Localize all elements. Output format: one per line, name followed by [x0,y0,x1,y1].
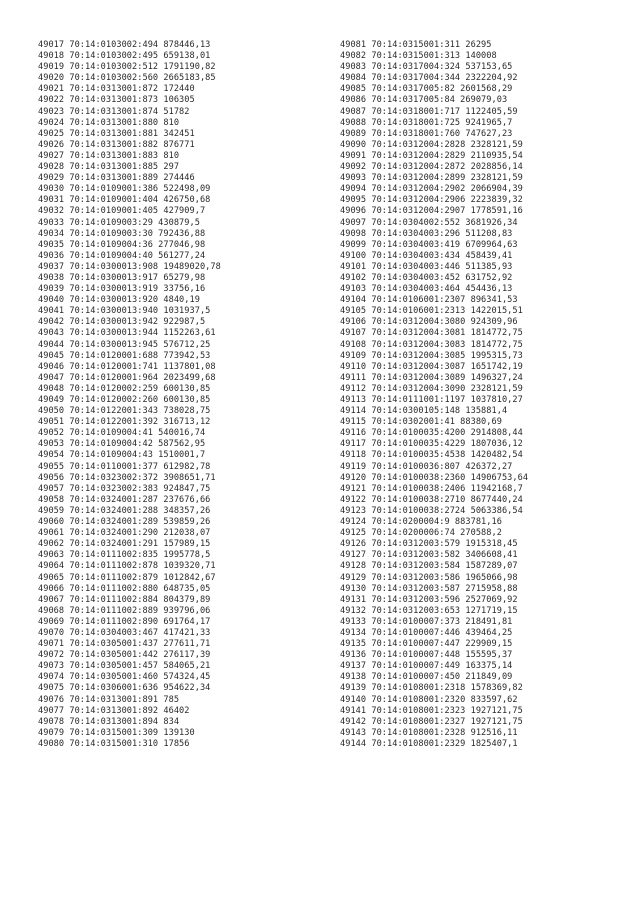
record-line: 49087 70:14:0318001:717 1122405,59 [340,106,518,117]
record-line: 49033 70:14:0109003:29 430879,5 [38,217,200,228]
record-line: 49069 70:14:0111002:890 691764,17 [38,616,211,627]
record-line: 49062 70:14:0324001:291 157989,15 [38,539,211,550]
record-line: 49057 70:14:0323002:383 924847,75 [38,483,211,494]
record-line: 49049 70:14:0120002:260 600130,85 [38,395,211,405]
record-line: 49105 70:14:0106001:2313 1422015,51 [340,306,523,317]
record-line: 49070 70:14:0304003:467 417421,33 [38,627,211,638]
record-line: 49125 70:14:0200006:74 270588,2 [340,528,502,539]
record-line: 49114 70:14:0300105:148 135881,4 [340,406,508,417]
record-line: 49074 70:14:0305001:460 574324,45 [38,672,211,683]
record-line: 49091 70:14:0312004:2829 2110935,54 [340,150,523,161]
record-line: 49079 70:14:0315001:309 139130 [38,727,195,738]
record-line: 49043 70:14:0300013:944 1152263,61 [38,328,216,339]
record-line: 49098 70:14:0304003:296 511208,83 [340,228,513,239]
record-line: 49051 70:14:0122001:392 316713,12 [38,417,211,428]
record-line: 49021 70:14:0313001:872 172440 [38,84,195,95]
record-line: 49107 70:14:0312004:3081 1814772,75 [340,328,523,339]
record-line: 49072 70:14:0305001:442 276117,39 [38,650,211,661]
record-line: 49027 70:14:0313001:883 810 [38,150,180,161]
record-line: 49093 70:14:0312004:2899 2328121,59 [340,173,523,184]
record-line: 49143 70:14:0108001:2328 912516,11 [340,727,518,738]
record-line: 49103 70:14:0304003:464 454436,13 [340,284,513,295]
record-line: 49138 70:14:0100007:450 211849,09 [340,672,513,683]
record-line: 49058 70:14:0324001:287 237676,66 [38,494,211,505]
record-line: 49026 70:14:0313001:882 876771 [38,139,195,150]
record-line: 49117 70:14:0100035:4229 1807036,12 [340,439,523,450]
record-line: 49032 70:14:0109001:405 427909,7 [38,206,206,217]
record-line: 49140 70:14:0108001:2320 833597,62 [340,694,518,705]
record-line: 49023 70:14:0313001:874 51782 [38,106,190,117]
record-line: 49061 70:14:0324001:290 212038,07 [38,528,211,539]
record-line: 49137 70:14:0100007:449 163375,14 [340,661,513,672]
record-line: 49080 70:14:0315001:310 17856 [38,738,190,749]
record-line: 49024 70:14:0313001:880 810 [38,117,180,128]
left-record-column [38,40,221,750]
right-record-column [340,40,528,750]
record-line: 49048 70:14:0120002:259 600130,85 [38,383,211,394]
record-line: 49028 70:14:0313001:885 297 [38,162,180,173]
record-line: 49040 70:14:0300013:920 4840,19 [38,295,200,306]
record-line: 49100 70:14:0304003:434 458439,41 [340,250,513,261]
record-line: 49059 70:14:0324001:288 348357,26 [38,505,211,516]
record-line: 49132 70:14:0312003:653 1271719,15 [340,605,518,616]
record-line: 49082 70:14:0315001:313 140008 [340,51,497,62]
record-line: 49071 70:14:0305001:437 277611,71 [38,639,211,650]
record-line: 49065 70:14:0111002:879 1012842,67 [38,572,216,583]
record-line: 49141 70:14:0108001:2323 1927121,75 [340,705,523,716]
record-line: 49092 70:14:0312004:2872 2028856,14 [340,162,523,173]
record-line: 49064 70:14:0111002:878 1039320,71 [38,561,216,572]
record-line: 49118 70:14:0100035:4538 1420482,54 [340,450,523,461]
record-line: 49045 70:14:0120001:688 773942,53 [38,350,211,361]
record-line: 49135 70:14:0100007:447 229909,15 [340,639,513,650]
record-line: 49122 70:14:0100038:2710 8677440,24 [340,494,523,505]
record-line: 49084 70:14:0317004:344 2322204,92 [340,73,518,84]
record-line: 49038 70:14:0300013:917 65279,98 [38,272,206,283]
record-line: 49099 70:14:0304003:419 6709964,63 [340,239,518,250]
record-line: 49068 70:14:0111002:889 939796,06 [38,605,211,616]
record-line: 49104 70:14:0106001:2307 896341,53 [340,295,518,306]
record-line: 49076 70:14:0313001:891 785 [38,694,180,705]
record-line: 49106 70:14:0312004:3080 924309,96 [340,317,518,328]
record-line: 49088 70:14:0318001:725 9241965,7 [340,117,513,128]
record-line: 49097 70:14:0304002:552 3681926,34 [340,217,518,228]
record-line: 49112 70:14:0312004:3090 2328121,59 [340,383,523,394]
record-line: 49019 70:14:0103002:512 1791190,82 [38,62,216,73]
record-line: 49046 70:14:0120001:741 1137801,08 [38,361,216,372]
record-line: 49035 70:14:0109004:36 277046,98 [38,239,206,250]
record-line: 49108 70:14:0312004:3083 1814772,75 [340,339,523,350]
record-line: 49123 70:14:0100038:2724 5063386,54 [340,505,523,516]
record-line: 49066 70:14:0111002:880 648735,05 [38,583,211,594]
record-line: 49113 70:14:0111001:1197 1037810,27 [340,395,523,405]
record-line: 49039 70:14:0300013:919 33756,16 [38,284,206,295]
record-line: 49063 70:14:0111002:835 1995778,5 [38,550,211,561]
record-line: 49025 70:14:0313001:881 342451 [38,128,195,139]
record-line: 49124 70:14:0200004:9 883781,16 [340,517,502,528]
record-line: 49031 70:14:0109001:404 426750,68 [38,195,211,206]
record-line: 49096 70:14:0312004:2907 1778591,16 [340,206,523,217]
record-line: 49054 70:14:0109004:43 1510001,7 [38,450,206,461]
record-line: 49022 70:14:0313001:873 106305 [38,95,195,106]
record-line: 49115 70:14:0302001:41 88380,69 [340,417,502,428]
record-line: 49130 70:14:0312003:587 2715958,88 [340,583,518,594]
record-line: 49060 70:14:0324001:289 539859,26 [38,517,211,528]
record-line: 49042 70:14:0300013:942 922987,5 [38,317,206,328]
record-line: 49129 70:14:0312003:586 1965066,98 [340,572,518,583]
record-line: 49111 70:14:0312004:3089 1496327,24 [340,372,523,383]
record-line: 49133 70:14:0100007:373 218491,81 [340,616,513,627]
record-line: 49121 70:14:0100038:2406 11942168,7 [340,483,523,494]
record-line: 49128 70:14:0312003:584 1587289,07 [340,561,518,572]
record-line: 49109 70:14:0312004:3085 1995315,73 [340,350,523,361]
record-line: 49036 70:14:0109004:40 561277,24 [38,250,206,261]
record-line: 49131 70:14:0312003:596 2527069,92 [340,594,518,605]
record-line: 49134 70:14:0100007:446 439464,25 [340,627,513,638]
record-line: 49020 70:14:0103002:560 2665183,85 [38,73,216,84]
record-line: 49126 70:14:0312003:579 1915318,45 [340,539,518,550]
record-line: 49127 70:14:0312003:582 3406608,41 [340,550,518,561]
record-line: 49101 70:14:0304003:446 511385,93 [340,261,513,272]
record-line: 49055 70:14:0110001:377 612982,78 [38,461,211,472]
record-line: 49081 70:14:0315001:311 26295 [340,40,492,50]
record-line: 49142 70:14:0108001:2327 1927121,75 [340,716,523,727]
record-line: 49056 70:14:0323002:372 3908651,71 [38,472,216,483]
record-line: 49053 70:14:0109004:42 587562,95 [38,439,206,450]
record-line: 49029 70:14:0313001:889 274446 [38,173,195,184]
record-line: 49119 70:14:0100036:807 426372,27 [340,461,513,472]
record-line: 49017 70:14:0103002:494 878446,13 [38,40,211,50]
record-line: 49047 70:14:0120001:964 2023499,68 [38,372,216,383]
record-line: 49034 70:14:0109003:30 792436,88 [38,228,206,239]
record-line: 49144 70:14:0108001:2329 1825407,1 [340,738,518,749]
record-line: 49102 70:14:0304003:452 631752,92 [340,272,513,283]
record-line: 49085 70:14:0317005:82 2601568,29 [340,84,513,95]
record-line: 49110 70:14:0312004:3087 1651742,19 [340,361,523,372]
record-line: 49037 70:14:0300013:908 19489020,78 [38,261,221,272]
record-line: 49052 70:14:0109004:41 540016,74 [38,428,206,439]
record-line: 49139 70:14:0108001:2318 1578369,82 [340,683,523,694]
record-line: 49067 70:14:0111002:884 804379,89 [38,594,211,605]
record-line: 49073 70:14:0305001:457 584065,21 [38,661,211,672]
record-line: 49078 70:14:0313001:894 834 [38,716,180,727]
record-line: 49044 70:14:0300013:945 576712,25 [38,339,211,350]
record-line: 49090 70:14:0312004:2828 2328121,59 [340,139,523,150]
record-line: 49116 70:14:0100035:4200 2914808,44 [340,428,523,439]
record-line: 49030 70:14:0109001:386 522498,09 [38,184,211,195]
record-line: 49050 70:14:0122001:343 738028,75 [38,406,211,417]
record-line: 49018 70:14:0103002:495 659138,01 [38,51,211,62]
record-line: 49041 70:14:0300013:940 1031937,5 [38,306,211,317]
record-line: 49077 70:14:0313001:892 46402 [38,705,190,716]
record-line: 49094 70:14:0312004:2902 2066904,39 [340,184,523,195]
record-line: 49075 70:14:0306001:636 954622,34 [38,683,211,694]
record-line: 49120 70:14:0100038:2360 14906753,64 [340,472,529,483]
record-line: 49089 70:14:0318001:760 747627,23 [340,128,513,139]
record-line: 49086 70:14:0317005:84 269079,03 [340,95,508,106]
record-line: 49095 70:14:0312004:2906 2223839,32 [340,195,523,206]
record-line: 49136 70:14:0100007:448 155595,37 [340,650,513,661]
record-line: 49083 70:14:0317004:324 537153,65 [340,62,513,73]
